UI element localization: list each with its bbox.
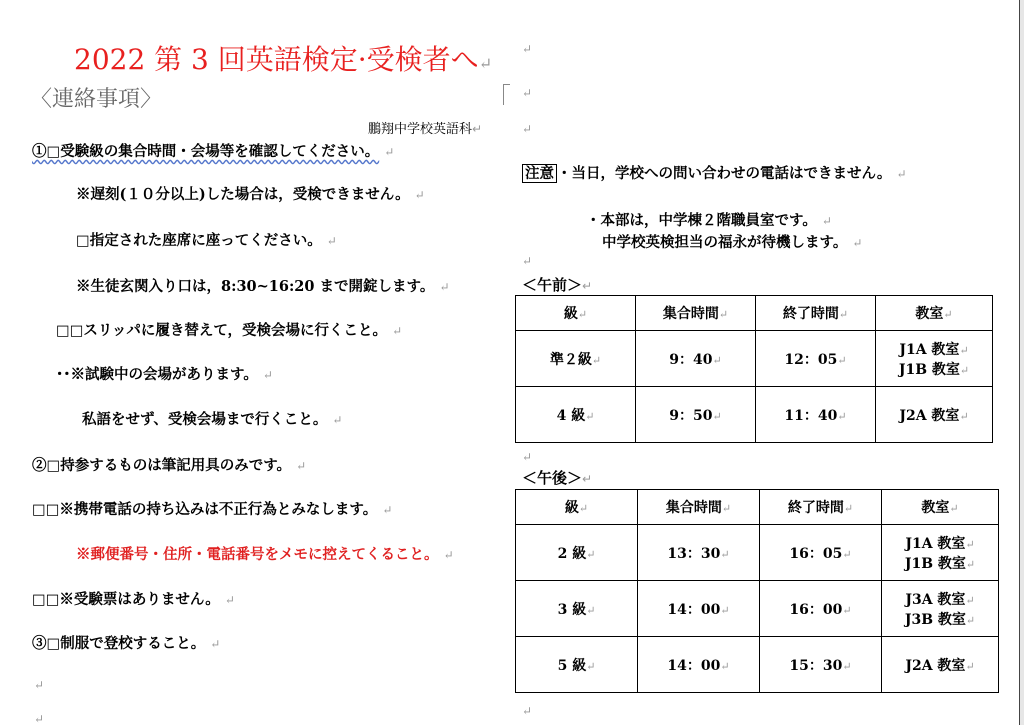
- scroll-gutter: [1020, 0, 1024, 725]
- instruction-item-4: ※生徒玄関入り口は，8:30~16:20 まで開錠します。 ↵: [76, 278, 450, 295]
- paragraph-mark-icon: ↵: [34, 712, 45, 726]
- cell-end: 15：30↵: [760, 637, 882, 693]
- instruction-item-8: ②□持参するものは筆記用具のみです。 ↵: [32, 457, 307, 474]
- notice-line-3: 中学校英検担当の福永が待機します。 ↵: [602, 234, 863, 251]
- header-room: 教室↵: [876, 296, 993, 331]
- header-end: 終了時間↵: [760, 490, 882, 525]
- cell-grade: 2 級↵: [516, 525, 638, 581]
- table-row: [516, 331, 993, 387]
- afternoon-label: ＜午後＞↵: [522, 469, 593, 487]
- instruction-item-3: □指定された座席に座ってください。 ↵: [76, 232, 337, 249]
- cell-grade: 準２級↵: [516, 331, 636, 387]
- table-row: [516, 525, 999, 581]
- cell-start: 14：00↵: [638, 637, 760, 693]
- text-cursor-bracket: [503, 84, 510, 105]
- cell-end: 16：00↵: [760, 581, 882, 637]
- cell-grade: 5 級↵: [516, 637, 638, 693]
- notice-line-2: ・本部は，中学棟２階職員室です。 ↵: [586, 212, 832, 229]
- cell-end: 12：05↵: [756, 331, 876, 387]
- cell-start: 9：50↵: [636, 387, 756, 443]
- instruction-item-6: ･･※試験中の会場があります。 ↵: [56, 366, 273, 383]
- cell-start: 14：00↵: [638, 581, 760, 637]
- table-row: [516, 581, 999, 637]
- instruction-item-2: ※遅刻(１０分以上)した場合は，受検できません。 ↵: [76, 186, 425, 203]
- document-title: [74, 38, 492, 78]
- paragraph-mark-icon: ↵: [522, 122, 533, 136]
- instruction-item-9: □□※携帯電話の持ち込みは不正行為とみなします。 ↵: [32, 501, 393, 518]
- paragraph-mark-icon: ↵: [478, 54, 493, 73]
- table-row: [516, 637, 999, 693]
- department-name: 鵬翔中学校英語科↵: [368, 122, 483, 137]
- morning-label: ＜午前＞↵: [522, 276, 593, 294]
- cell-start: 9：40↵: [636, 331, 756, 387]
- cell-room: J2A 教室↵: [876, 387, 993, 443]
- cell-room: J1A 教室↵ J1B 教室↵: [882, 525, 999, 581]
- header-start: 集合時間↵: [636, 296, 756, 331]
- paragraph-mark-icon: ↵: [522, 704, 533, 718]
- table-header-row: [516, 296, 993, 331]
- cell-start: 13：30↵: [638, 525, 760, 581]
- contact-heading: 〈連絡事項〉: [30, 87, 163, 112]
- cell-grade: 4 級↵: [516, 387, 636, 443]
- paragraph-mark-icon: ↵: [34, 678, 45, 692]
- header-grade: 級↵: [516, 490, 638, 525]
- table-header-row: [516, 490, 999, 525]
- cell-end: 16：05↵: [760, 525, 882, 581]
- table-row: [516, 387, 993, 443]
- paragraph-mark-icon: ↵: [522, 254, 533, 268]
- instruction-item-10: ※郵便番号・住所・電話番号をメモに控えてくること。 ↵: [76, 546, 454, 563]
- paragraph-mark-icon: ↵: [472, 122, 483, 136]
- header-start: 集合時間↵: [638, 490, 760, 525]
- header-room: 教室↵: [882, 490, 999, 525]
- notice-line-1: 注意 ・当日，学校への問い合わせの電話はできません。 ↵: [522, 162, 907, 183]
- title-text: 2022 第 3 回英語検定·受検者へ: [74, 43, 479, 76]
- notice-label: 注意: [522, 164, 557, 183]
- instruction-item-12: ③□制服で登校すること。 ↵: [32, 635, 221, 652]
- cell-room: J1A 教室↵ J1B 教室↵: [876, 331, 993, 387]
- afternoon-schedule-table: [515, 489, 999, 693]
- instruction-item-5: □□スリッパに履き替えて，受検会場に行くこと。 ↵: [56, 322, 403, 339]
- morning-schedule-table: [515, 295, 993, 443]
- cell-grade: 3 級↵: [516, 581, 638, 637]
- paragraph-mark-icon: ↵: [522, 42, 533, 56]
- cell-room: J3A 教室↵ J3B 教室↵: [882, 581, 999, 637]
- header-end: 終了時間↵: [756, 296, 876, 331]
- header-grade: 級↵: [516, 296, 636, 331]
- instruction-item-7: 私語をせず、受検会場まで行くこと。 ↵: [82, 411, 343, 428]
- paragraph-mark-icon: ↵: [522, 86, 533, 100]
- cell-end: 11：40↵: [756, 387, 876, 443]
- paragraph-mark-icon: ↵: [522, 450, 533, 464]
- instruction-item-11: □□※受験票はありません。 ↵: [32, 591, 235, 608]
- cell-room: J2A 教室↵: [882, 637, 999, 693]
- instruction-item-1: ①□受験級の集合時間・会場等を確認してください。 ↵: [32, 143, 395, 160]
